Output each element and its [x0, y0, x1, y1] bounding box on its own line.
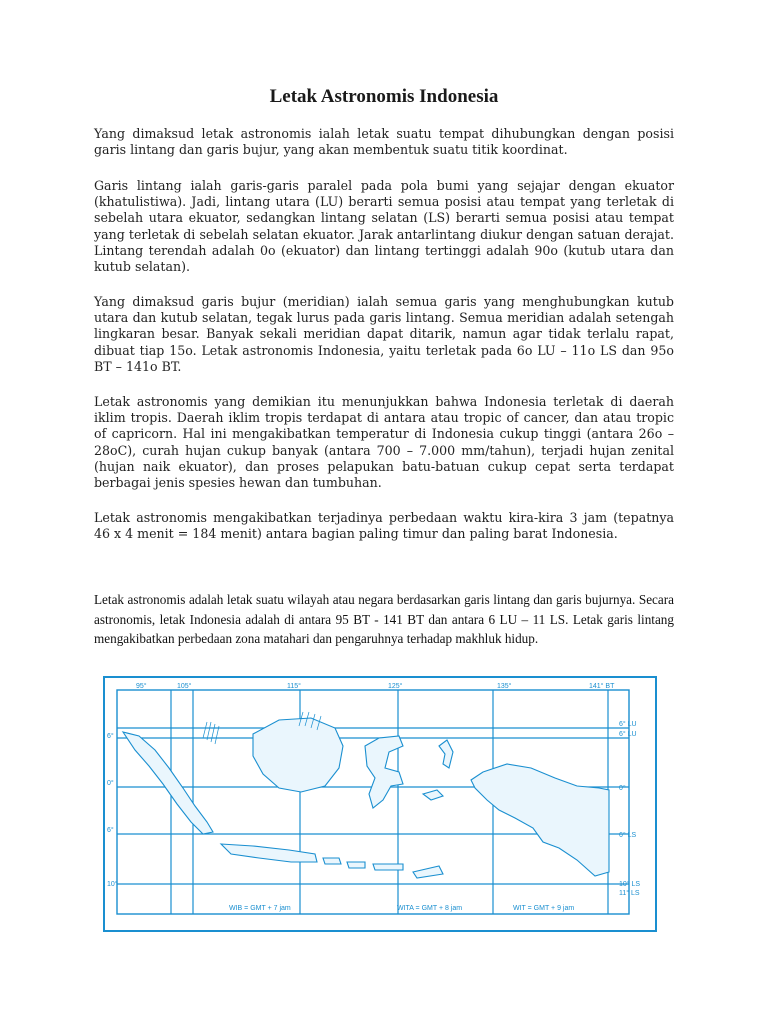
map-label-lat-left-2: 0° [107, 780, 114, 787]
summary-paragraph: Letak astronomis adalah letak suatu wilayah atau negara berdasarkan garis lintang dan garis bujurnya. Secara astronomis, letak Indonesia adalah di antara 95 BT - 141 BT dan antara 6 LU – 11 LS. Letak garis lintang mengakibatkan perbedaan zona matahari dan pengaruhnya terhadap makhluk hidup. [94, 592, 674, 646]
map-label-lat-right-3: 0° [619, 785, 626, 792]
map-label-lon-5: 135° [497, 683, 512, 690]
map-label-lat-right-2: 6° LU [619, 731, 637, 738]
map-label-lat-left-1: 6° [107, 733, 114, 740]
timezone-wib-label: WIB = GMT + 7 jam [229, 905, 291, 912]
indonesia-map [103, 676, 657, 932]
map-label-lat-left-3: 6° [107, 827, 114, 834]
map-label-lat-right-6: 11° LS [619, 890, 640, 897]
map-label-lon-1: 95° [136, 683, 147, 690]
map-label-lon-4: 125° [388, 683, 403, 690]
paragraph-4: Letak astronomis yang demikian itu menunjukkan bahwa Indonesia terletak di daerah iklim tropis. Daerah iklim tropis terdapat di antara atau tropic of cancer, dan atau tropic of capricorn. Hal ini mengakibatkan temperatur di Indonesia cukup tinggi (antara 26o – 28oC), curah hujan cukup banyak (antara 700 – 7.000 mm/tahun), terjadi hujan zenital (hujan naik ekuator), dan proses pelapukan batu-batuan cukup cepat serta terdapat berbagai jenis spesies hewan dan tumbuhan. [94, 394, 674, 491]
timezone-wit-label: WIT = GMT + 9 jam [513, 905, 575, 912]
page-title: Letak Astronomis Indonesia [269, 86, 499, 107]
paragraph-5: Letak astronomis mengakibatkan terjadinya perbedaan waktu kira-kira 3 jam (tepatnya 46 x 4 menit = 184 menit) antara bagian paling timur dan paling barat Indonesia. [94, 510, 674, 542]
paragraph-1: Yang dimaksud letak astronomis ialah letak suatu tempat dihubungkan dengan posisi garis lintang dan garis bujur, yang akan membentuk suatu titik koordinat. [94, 126, 674, 158]
map-label-lat-right-5: 10° LS [619, 881, 641, 888]
timezone-wita-label: WITA = GMT + 8 jam [397, 905, 463, 912]
map-label-lat-left-4: 10° [107, 881, 118, 888]
paragraph-3: Yang dimaksud garis bujur (meridian) ialah semua garis yang menghubungkan kutub utara dan kutub selatan, tegak lurus pada garis lintang. Semua meridian adalah setengah lingkaran besar. Banyak sekali meridian dapat ditarik, namun agar tidak terlalu rapat, dibuat tiap 15o. Letak astronomis Indonesia, yaitu terletak pada 6o LU – 11o LS dan 95o BT – 141o BT. [94, 294, 674, 374]
map-label-lon-6: 141° BT [589, 683, 615, 690]
map-label-lat-right-1: 6° LU [619, 721, 637, 728]
paragraph-2: Garis lintang ialah garis-garis paralel pada pola bumi yang sejajar dengan ekuator (khatulistiwa). Jadi, lintang utara (LU) berarti semua posisi atau tempat yang terletak di sebelah utara ekuator, sedangkan lintang selatan (LS) berarti semua posisi atau tempat yang terletak di sebelah selatan ekuator. Jarak antarlintang diukur dengan satuan derajat. Lintang terendah adalah 0o (ekuator) dan lintang tertinggi adalah 90o (kutub utara dan kutub selatan). [94, 178, 674, 275]
map-label-lon-3: 115° [287, 683, 301, 690]
map-label-lon-2: 105° [177, 683, 192, 690]
map-label-lat-right-4: 6° LS [619, 832, 637, 839]
